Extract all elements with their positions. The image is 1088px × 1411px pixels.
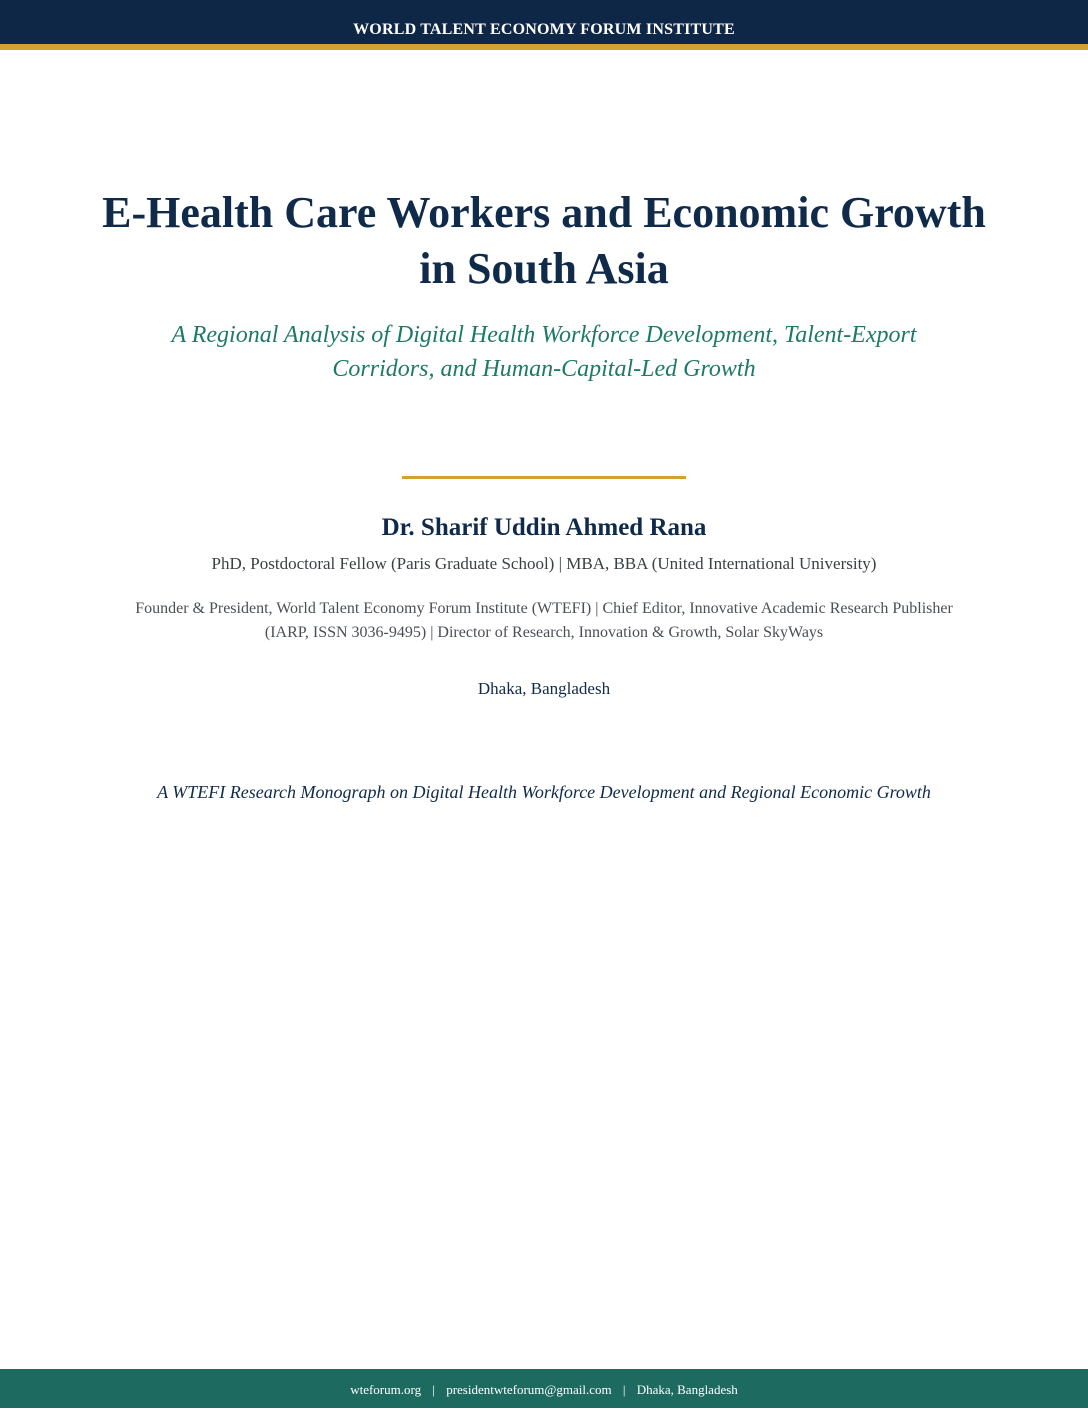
footer-separator: | (432, 1382, 435, 1397)
document-subtitle (110, 318, 978, 386)
footer-location: Dhaka, Bangladesh (636, 1382, 738, 1397)
header-bar (0, 0, 1088, 44)
header-org-name: WORLD TALENT ECONOMY FORUM INSTITUTE (353, 21, 735, 38)
footer-email: presidentwteforum@gmail.com (446, 1382, 612, 1397)
subtitle-line-1: A Regional Analysis of Digital Health Workforce Development, Talent-Export (171, 322, 917, 348)
affiliation-line-2: (IARP, ISSN 3036-9495) | Director of Research, Innovation & Growth, Solar SkyWays (264, 624, 824, 641)
author-credentials: PhD, Postdoctoral Fellow (Paris Graduate School) | MBA, BBA (United International University) (211, 554, 877, 573)
subtitle-line-2: Corridors, and Human-Capital-Led Growth (332, 356, 756, 382)
author-location: Dhaka, Bangladesh (477, 679, 611, 698)
document-title (60, 185, 1028, 297)
footer-separator: | (622, 1382, 626, 1397)
title-line-2: in South Asia (419, 244, 669, 293)
section-divider (402, 476, 686, 479)
monograph-note: A WTEFI Research Monograph on Digital Health Workforce Development and Regional Economic Growth (157, 782, 931, 802)
title-line-1: E-Health Care Workers and Economic Growth (102, 188, 986, 237)
footer-website: wteforum.org (350, 1382, 422, 1397)
author-name: Dr. Sharif Uddin Ahmed Rana (381, 514, 707, 541)
footer-bar (0, 1369, 1088, 1408)
affiliation-line-1: Founder & President, World Talent Economy Forum Institute (WTEFI) | Chief Editor, Innovative Academic Research Publisher (135, 600, 953, 617)
author-affiliations (90, 597, 998, 645)
header-accent-rule (0, 44, 1088, 50)
